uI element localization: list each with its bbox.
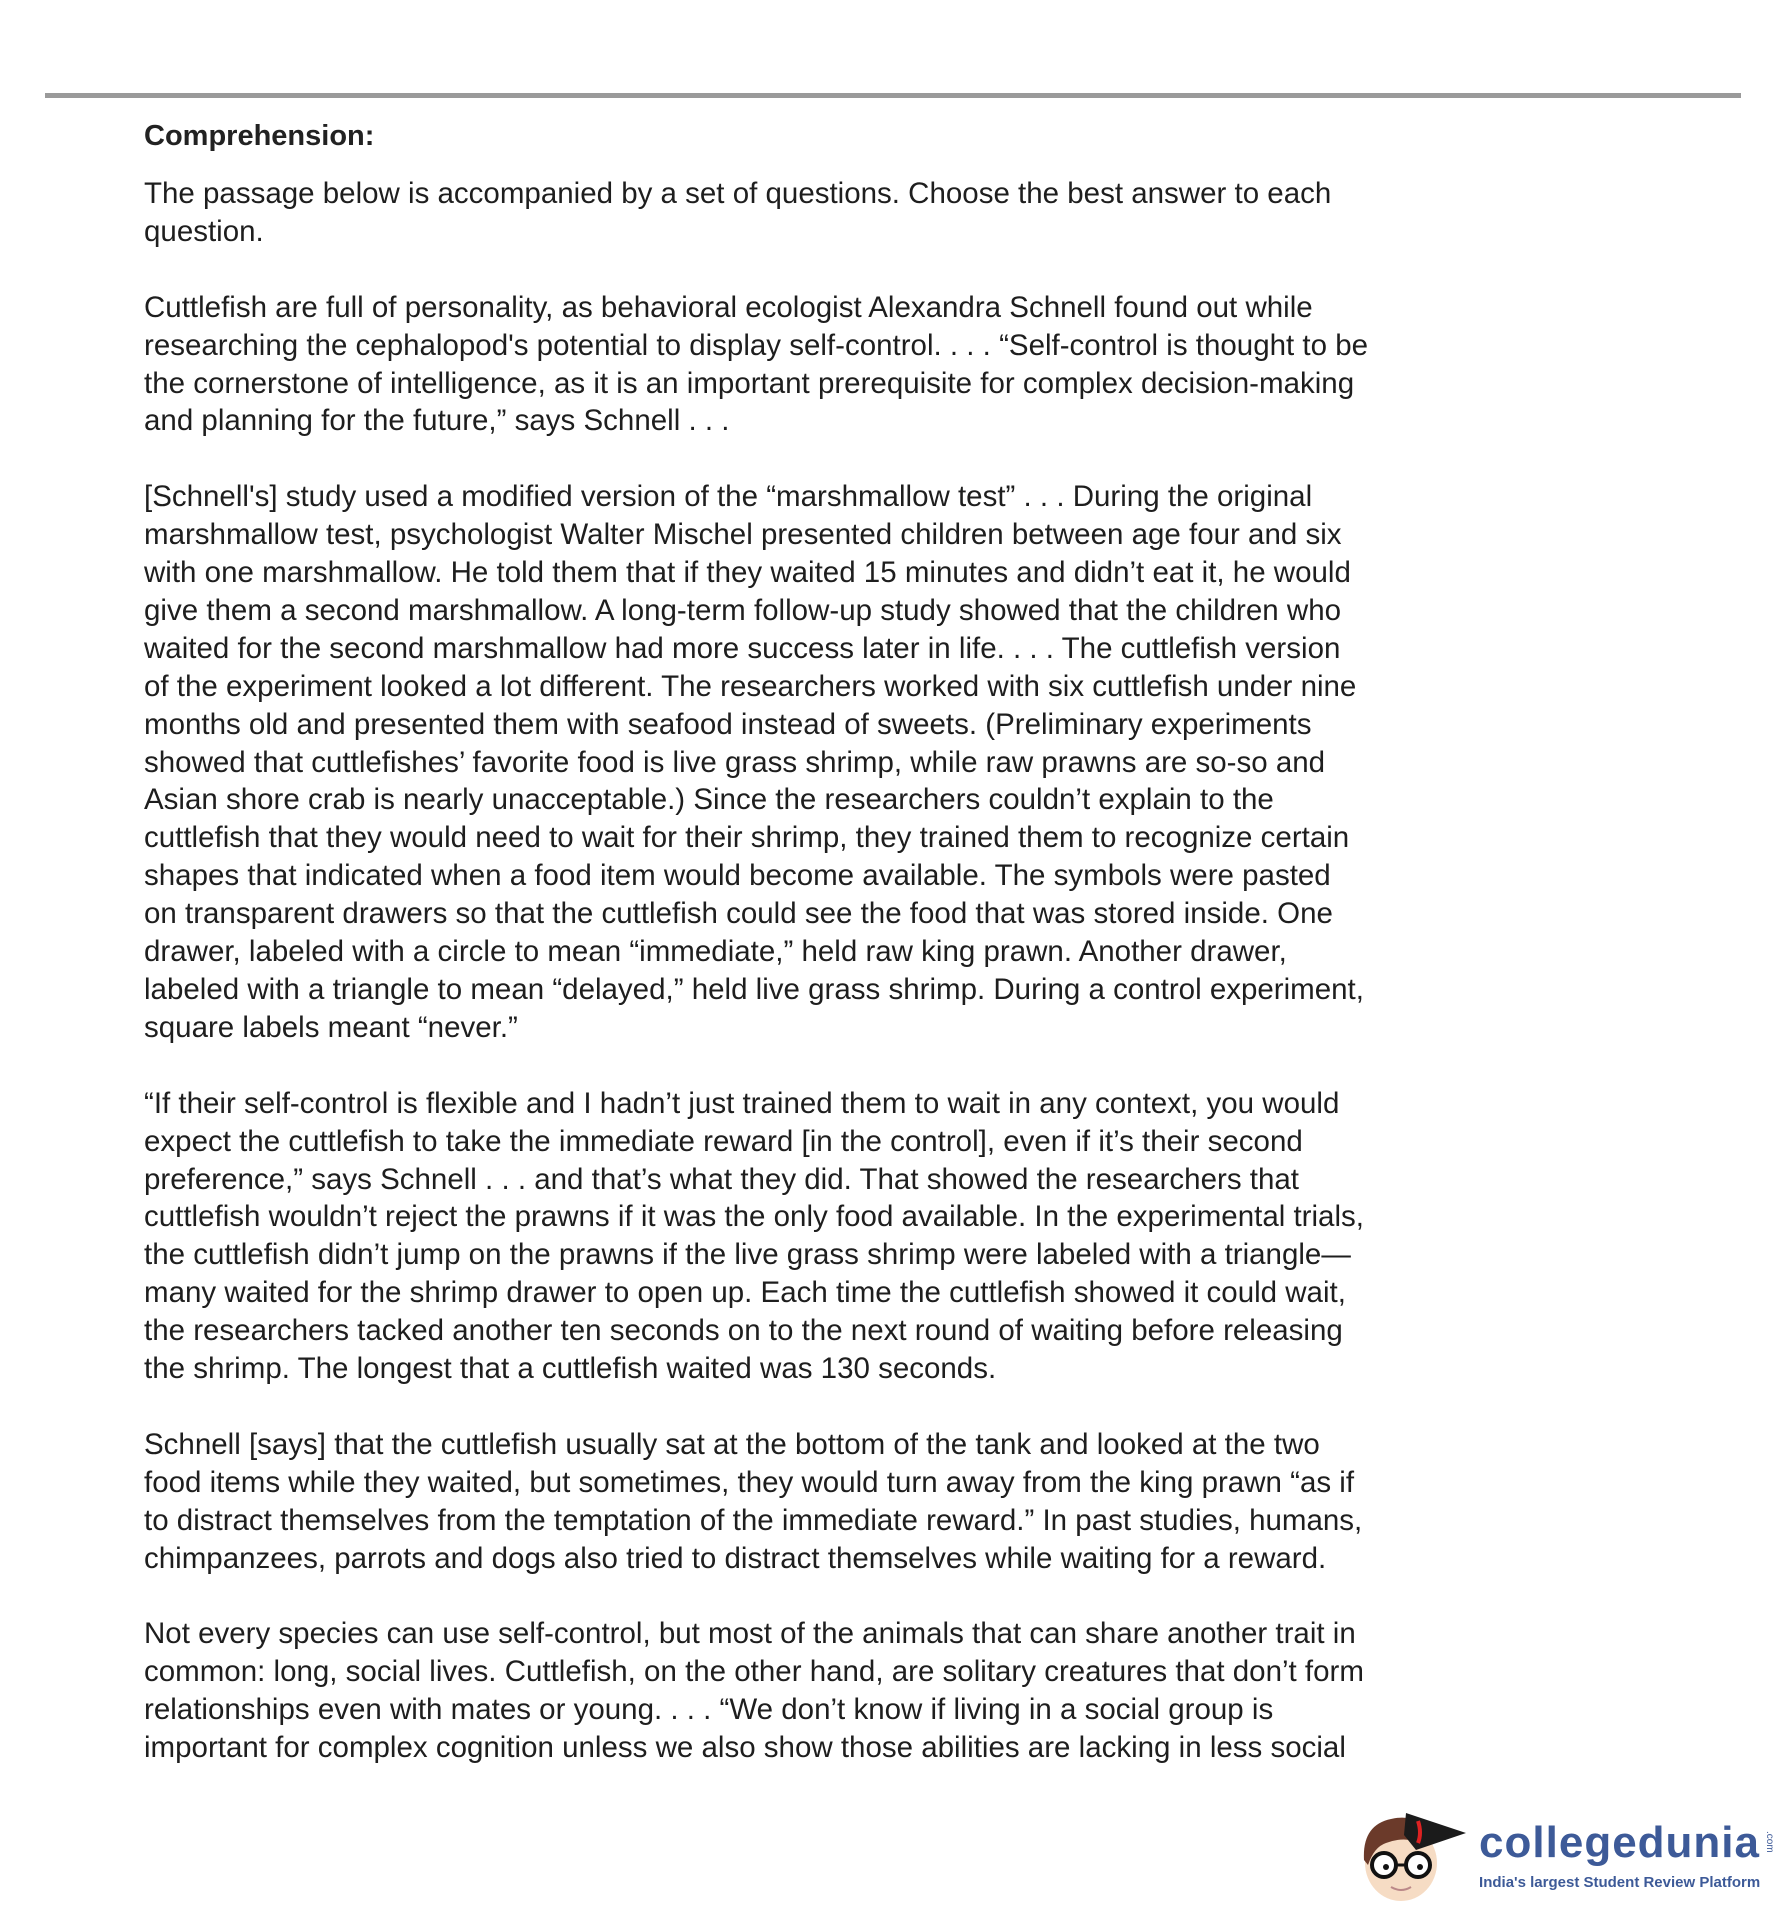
- text-line: showed that cuttlefishes’ favorite food is live grass shrimp, while raw prawns are so-so and: [144, 745, 1326, 779]
- text-line: shapes that indicated when a food item would become available. The symbols were pasted: [144, 859, 1331, 893]
- paragraph: [144, 289, 1544, 441]
- paragraph: [144, 1085, 1544, 1388]
- text-line: The passage below is accompanied by a set of questions. Choose the best answer to each: [144, 177, 1332, 210]
- text-line: Not every species can use self-control, but most of the animals that can share another trait in: [144, 1617, 1356, 1651]
- text-line: Schnell [says] that the cuttlefish usually sat at the bottom of the tank and looked at the two: [144, 1427, 1320, 1461]
- text-line: preference,” says Schnell . . . and that’s what they did. That showed the researchers that: [144, 1162, 1299, 1196]
- text-line: Cuttlefish are full of personality, as behavioral ecologist Alexandra Schnell found out while: [144, 290, 1313, 324]
- text-line: give them a second marshmallow. A long-term follow-up study showed that the children who: [144, 593, 1342, 627]
- text-line: the researchers tacked another ten seconds on to the next round of waiting before releasing: [144, 1314, 1343, 1348]
- text-line: the cornerstone of intelligence, as it is an important prerequisite for complex decision-making: [144, 366, 1355, 400]
- brand-tagline: India's largest Student Review Platform: [1479, 1874, 1761, 1891]
- text-line: chimpanzees, parrots and dogs also tried to distract themselves while waiting for a reward.: [144, 1541, 1327, 1575]
- paragraph: [144, 478, 1544, 1047]
- brand-row: [1479, 1817, 1775, 1869]
- text-line: with one marshmallow. He told them that if they waited 15 minutes and didn’t eat it, he would: [144, 556, 1351, 590]
- paragraph: [144, 175, 1544, 251]
- text-line: marshmallow test, psychologist Walter Mischel presented children between age four and six: [144, 518, 1342, 552]
- paragraph: [144, 1426, 1544, 1578]
- brand-suffix: .com: [1764, 1831, 1775, 1853]
- text-line: many waited for the shrimp drawer to open up. Each time the cuttlefish showed it could wait,: [144, 1276, 1346, 1310]
- text-line: cuttlefish that they would need to wait for their shrimp, they trained them to recognize certain: [144, 821, 1350, 855]
- text-line: square labels meant “never.”: [144, 1010, 518, 1044]
- logo-text: [1479, 1817, 1775, 1893]
- brand-name: collegedunia: [1479, 1818, 1760, 1867]
- passage: [144, 175, 1544, 1805]
- text-line: Asian shore crab is nearly unacceptable.) Since the researchers couldn’t explain to the: [144, 783, 1274, 817]
- text-line: cuttlefish wouldn’t reject the prawns if it was the only food available. In the experimental trials,: [144, 1200, 1364, 1234]
- text-line: drawer, labeled with a circle to mean “immediate,” held raw king prawn. Another drawer,: [144, 935, 1287, 969]
- section-heading: Comprehension:: [144, 120, 375, 152]
- text-line: to distract themselves from the temptation of the immediate reward.” In past studies, humans,: [144, 1503, 1363, 1537]
- text-line: food items while they waited, but sometimes, they would turn away from the king prawn “as if: [144, 1465, 1355, 1499]
- text-line: common: long, social lives. Cuttlefish, on the other hand, are solitary creatures that don’t form: [144, 1655, 1364, 1689]
- text-line: [Schnell's] study used a modified version of the “marshmallow test” . . . During the original: [144, 480, 1313, 514]
- text-line: relationships even with mates or young. . . . “We don’t know if living in a social group is: [144, 1693, 1274, 1727]
- top-divider: [45, 93, 1741, 98]
- text-line: question.: [144, 214, 264, 248]
- text-line: the shrimp. The longest that a cuttlefish waited was 130 seconds.: [144, 1352, 997, 1386]
- text-line: of the experiment looked a lot different. The researchers worked with six cuttlefish under nine: [144, 669, 1357, 703]
- collegedunia-logo: [1356, 1805, 1775, 1905]
- text-line: expect the cuttlefish to take the immediate reward [in the control], even if it’s their second: [144, 1124, 1303, 1158]
- text-line: and planning for the future,” says Schnell . . .: [144, 404, 730, 438]
- text-line: waited for the second marshmallow had more success later in life. . . . The cuttlefish version: [144, 631, 1341, 665]
- text-line: on transparent drawers so that the cuttlefish could see the food that was stored inside. One: [144, 897, 1333, 931]
- text-line: “If their self-control is flexible and I hadn’t just trained them to wait in any context, you would: [144, 1086, 1340, 1120]
- mascot-icon: [1356, 1805, 1471, 1905]
- paragraph: [144, 1615, 1544, 1767]
- text-line: important for complex cognition unless we also show those abilities are lacking in less social: [144, 1731, 1346, 1765]
- text-line: the cuttlefish didn’t jump on the prawns if the live grass shrimp were labeled with a triangle—: [144, 1238, 1351, 1272]
- text-line: labeled with a triangle to mean “delayed,” held live grass shrimp. During a control experiment,: [144, 973, 1364, 1006]
- text-line: months old and presented them with seafood instead of sweets. (Preliminary experiments: [144, 707, 1312, 741]
- text-line: researching the cephalopod's potential to display self-control. . . . “Self-control is thought to be: [144, 328, 1369, 362]
